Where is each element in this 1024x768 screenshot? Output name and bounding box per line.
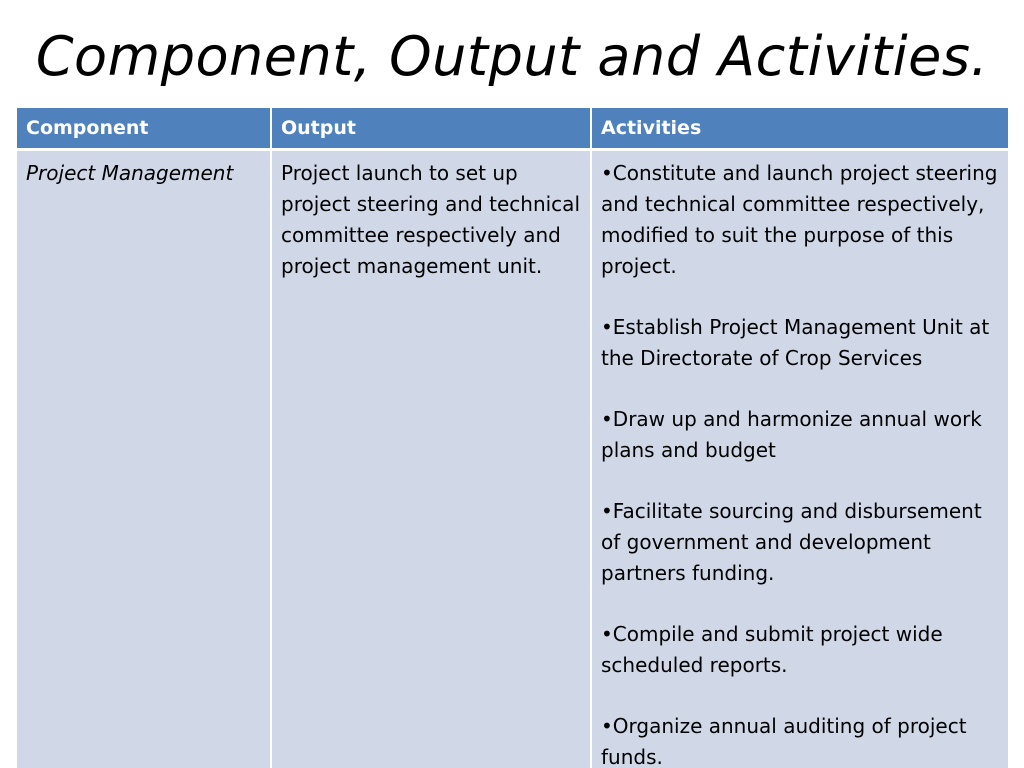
activity-item: •Draw up and harmonize annual work plans and budget bbox=[601, 407, 982, 462]
cell-activities bbox=[591, 150, 1008, 768]
activity-item: •Constitute and launch project steering and technical committee respectively, modified to suit the purpose of this project. bbox=[601, 161, 998, 278]
header-component: Component bbox=[17, 108, 271, 150]
activity-item: •Establish Project Management Unit at the Directorate of Crop Services bbox=[601, 315, 990, 370]
cell-output: Project launch to set up project steering and technical committee respectively and project management unit. bbox=[271, 150, 591, 768]
cell-component: Project Management bbox=[17, 150, 271, 768]
header-activities: Activities bbox=[591, 108, 1008, 150]
table-header-row bbox=[17, 108, 1008, 150]
slide-title: Component, Output and Activities. bbox=[35, 25, 989, 88]
activity-item: •Organize annual auditing of project funds. bbox=[601, 714, 967, 768]
table-row bbox=[17, 150, 1008, 768]
activity-item: •Compile and submit project wide scheduled reports. bbox=[601, 622, 943, 677]
activity-item: •Facilitate sourcing and disbursement of government and development partners funding. bbox=[601, 499, 982, 585]
header-output: Output bbox=[271, 108, 591, 150]
table-container bbox=[17, 108, 1008, 768]
component-table bbox=[17, 108, 1008, 768]
